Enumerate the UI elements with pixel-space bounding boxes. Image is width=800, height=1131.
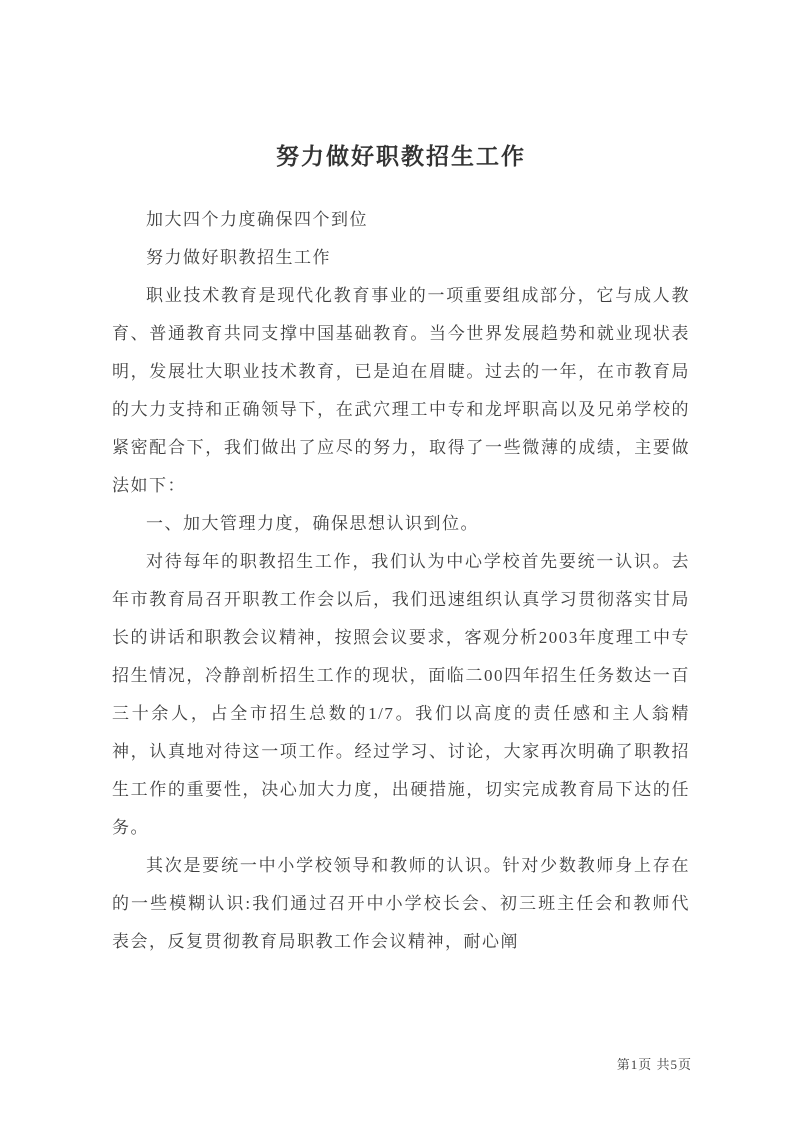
paragraph: 职业技术教育是现代化教育事业的一项重要组成部分，它与成人教育、普通教育共同支撑中国基础教育。当今世界发展趋势和就业现状表明，发展壮大职业技术教育，已是迫在眉睫。过去的一年，在市教育局的大力支持和正确领导下，在武穴理工中专和龙坪职高以及兄弟学校的紧密配合下，我们做出了应尽的努力，取得了一些微薄的成绩，主要做法如下：	[112, 286, 690, 495]
document-content	[112, 138, 690, 961]
paragraph: 加大四个力度确保四个到位	[146, 210, 368, 229]
document-title: 努力做好职教招生工作	[276, 144, 526, 169]
paragraph: 努力做好职教招生工作	[146, 248, 331, 267]
paragraph: 对待每年的职教招生工作，我们认为中心学校首先要统一认识。去年市教育局召开职教工作会以后，我们迅速组织认真学习贯彻落实甘局长的讲话和职教会议精神，按照会议要求，客观分析2003年度理工中专招生情况，冷静剖析招生工作的现状，面临二00四年招生任务数达一百三十余人，占全市招生总数的1/7。我们以高度的责任感和主人翁精神，认真地对待这一项工作。经过学习、讨论，大家再次明确了职教招生工作的重要性，决心加大力度，出硬措施，切实完成教育局下达的任务。	[112, 552, 690, 837]
paragraph: 一、加大管理力度，确保思想认识到位。	[146, 514, 479, 533]
page-number-footer: 第1页 共5页	[616, 1057, 692, 1072]
document-body	[112, 201, 690, 961]
paragraph: 其次是要统一中小学校领导和教师的认识。针对少数教师身上存在的一些模糊认识:我们通过召开中小学校长会、初三班主任会和教师代表会，反复贯彻教育局职教工作会议精神，耐心阐	[112, 856, 690, 951]
